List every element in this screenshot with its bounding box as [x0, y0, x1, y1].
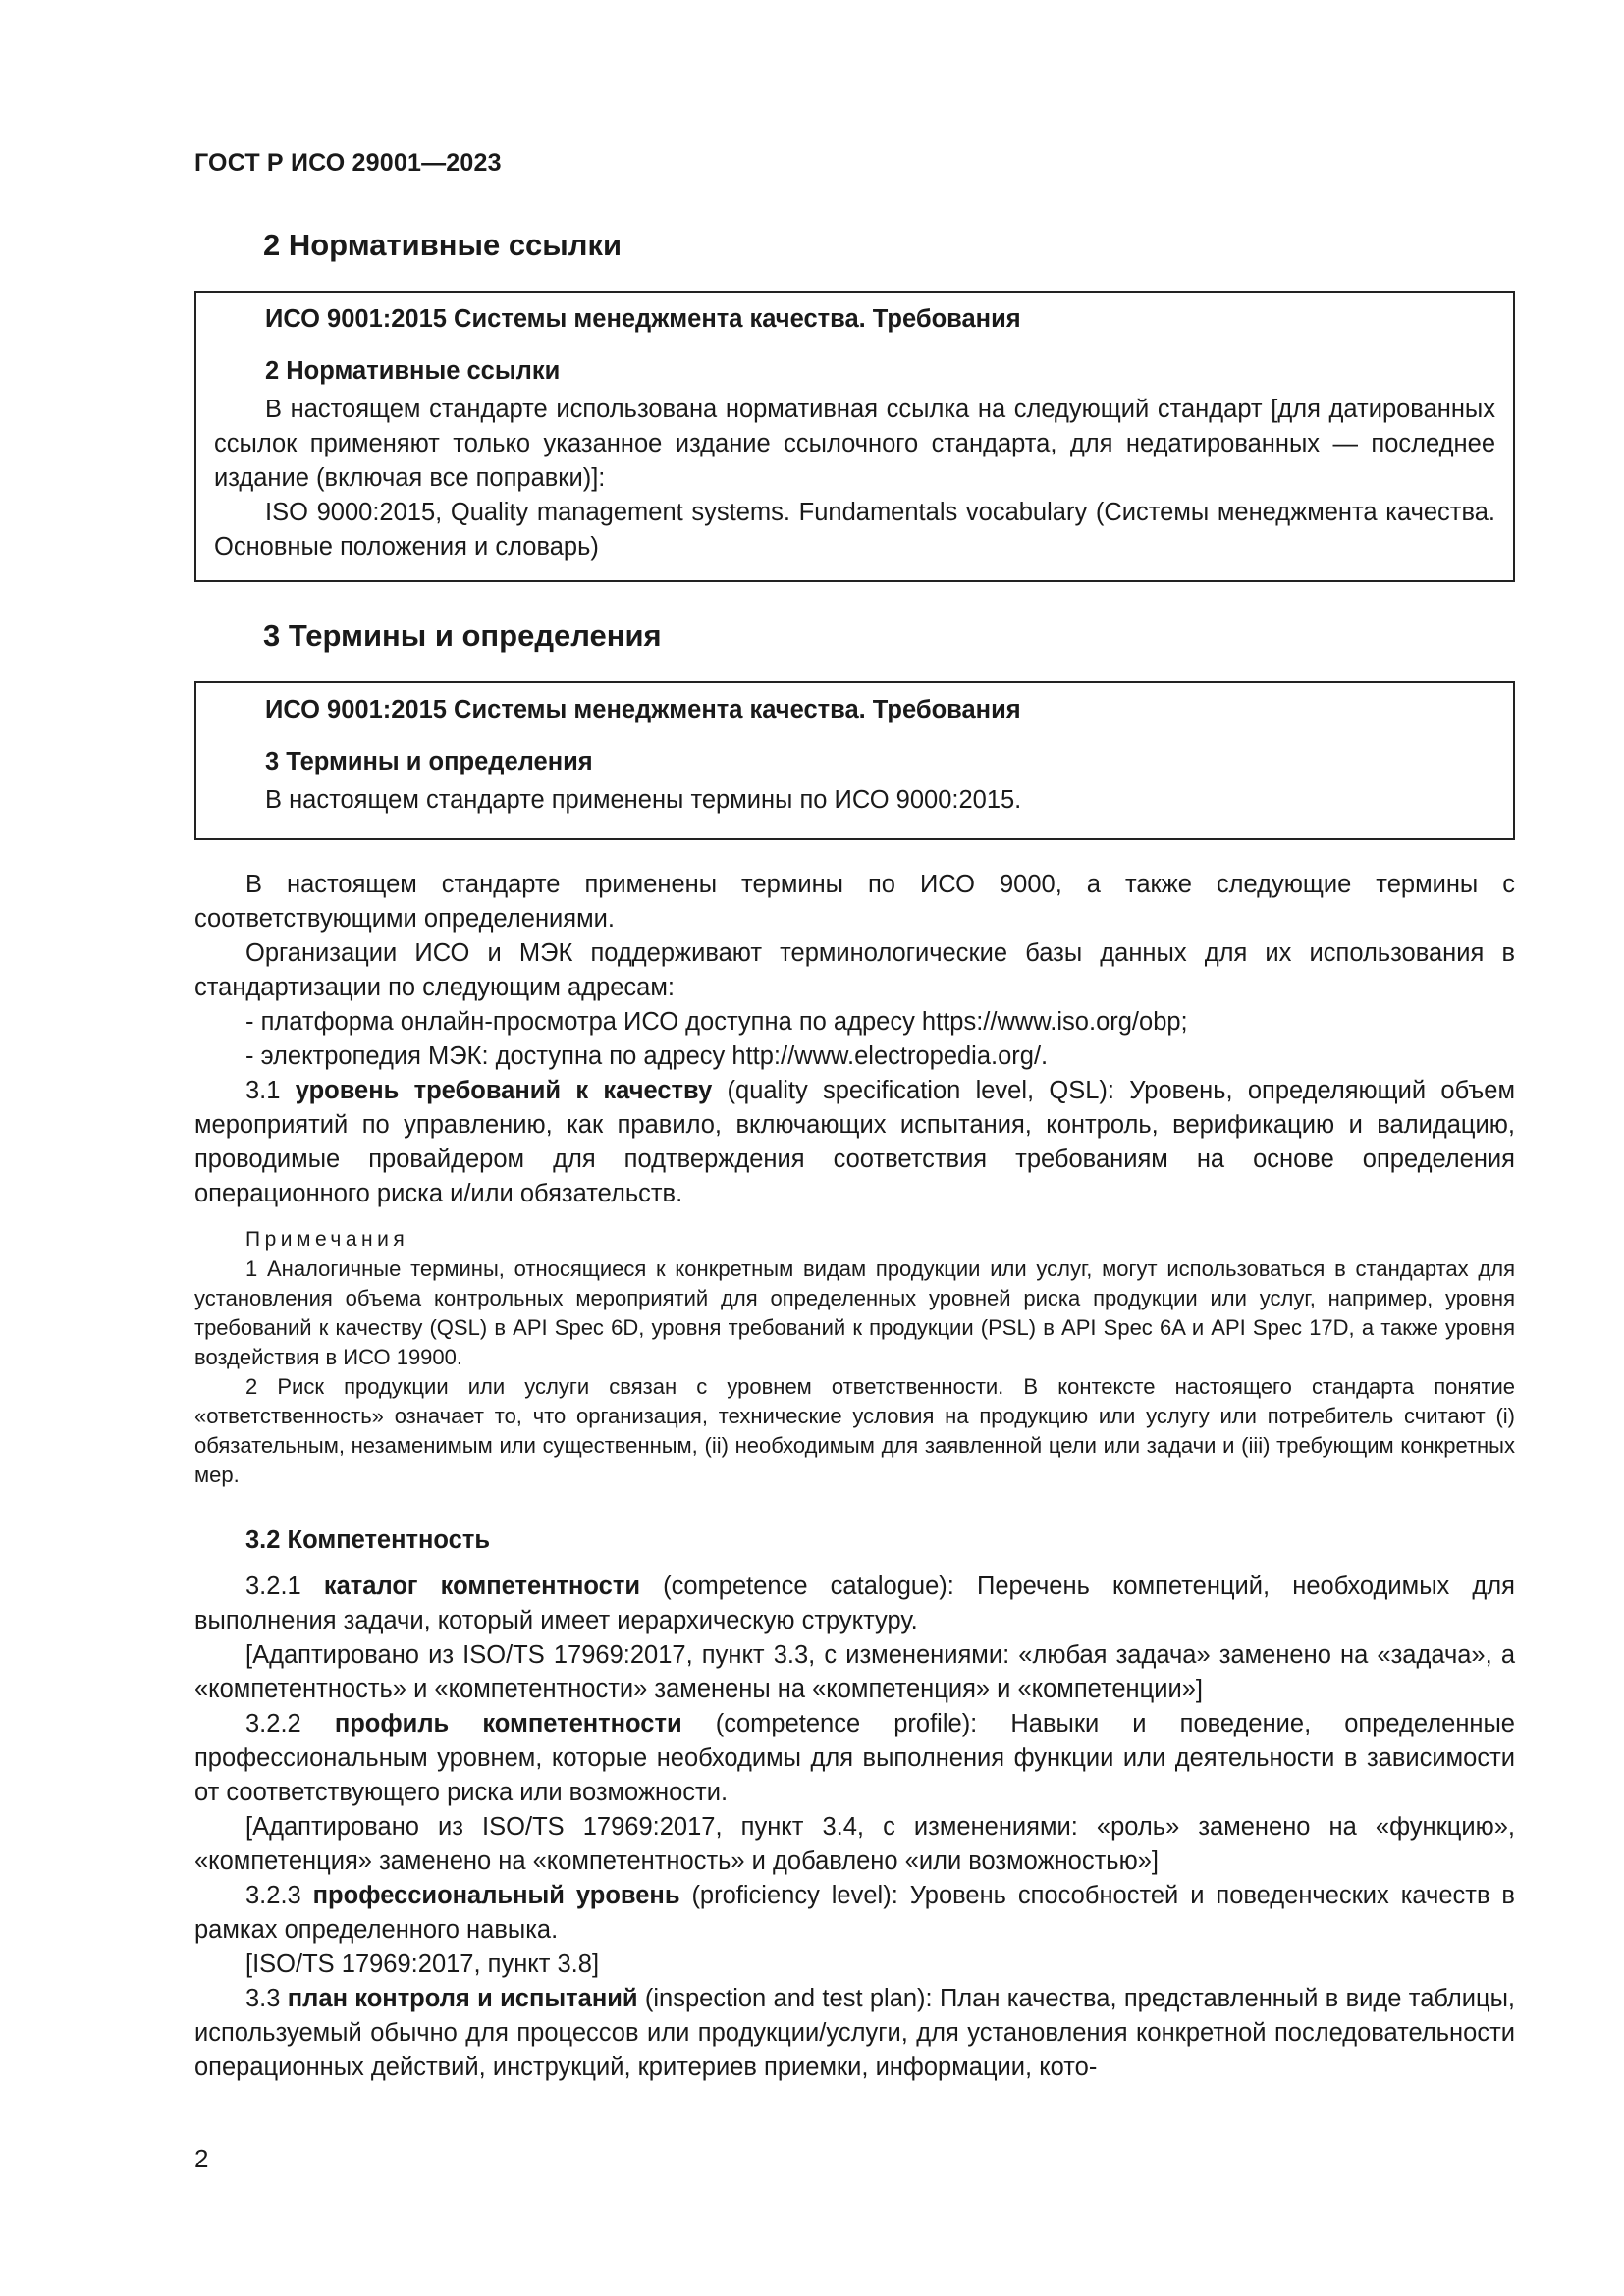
term-name: план контроля и испытаний	[287, 1985, 638, 2012]
notes-title: Примечания	[245, 1228, 409, 1251]
term-number: 3.2.1	[245, 1573, 324, 1600]
quote-box-paragraph: ISO 9000:2015, Quality management systems. Fundamentals vocabulary (Системы менеджмента качества. Основные положения и словарь)	[214, 499, 1495, 561]
term-name: уровень требований к качеству	[295, 1077, 713, 1104]
notes-block	[194, 1225, 1515, 1490]
quote-box-paragraph: В настоящем стандарте использована нормативная ссылка на следующий стандарт [для датированных ссылок применяют только указанное издание ссылочного стандарта, для недатированных — последнее издание (включая все поправки)]:	[214, 396, 1495, 492]
term-number: 3.2.2	[245, 1710, 335, 1737]
term-source: [Адаптировано из ISO/TS 17969:2017, пункт 3.4, с изменениями: «роль» заменено на «функцию», «компетенция» заменено на «компетентность» и добавлено «или возможностью»]	[194, 1813, 1515, 1875]
term-definition: (quality specification level, QSL): Уровень, определяющий объем мероприятий по управлению, как правило, включающих испытания, контроль, верификацию и валидацию, проводимые провайдером для подтверждения соответствия требованиям на основе определения операционного риска и/или обязательств.	[194, 1077, 1515, 1207]
quote-box-normative-references	[194, 291, 1515, 582]
term-3-3	[194, 1982, 1515, 2085]
term-3-2-3	[194, 1879, 1515, 1948]
note-item: 2 Риск продукции или услуги связан с уровнем ответственности. В контексте настоящего стандарта понятие «ответственность» означает то, что организация, технические условия на продукцию или услугу или потребитель считают (i) обязательным, незаменимым или существенным, (ii) необходимым для заявленной цели или задачи и (iii) требующим конкретных мер.	[194, 1374, 1515, 1487]
page-number: 2	[194, 2144, 209, 2173]
term-name: профессиональный уровень	[312, 1882, 680, 1909]
quote-box-subheading: 2 Нормативные ссылки	[265, 357, 561, 385]
quote-box-title: ИСО 9001:2015 Системы менеджмента качества. Требования	[265, 696, 1021, 723]
intro-paragraph: В настоящем стандарте применены термины по ИСО 9000, а также следующие термины с соответствующими определениями.	[194, 871, 1515, 933]
list-item: - платформа онлайн-просмотра ИСО доступна по адресу https://www.iso.org/obp;	[245, 1008, 1188, 1036]
term-number: 3.2.3	[245, 1882, 313, 1909]
body-text	[194, 868, 1515, 2085]
quote-box-terms	[194, 681, 1515, 840]
section-2-heading: 2 Нормативные ссылки	[263, 228, 623, 262]
term-3-2-1	[194, 1570, 1515, 1638]
term-3-2-2	[194, 1707, 1515, 1810]
note-item: 1 Аналогичные термины, относящиеся к конкретным видам продукции или услуг, могут использоваться в стандартах для установления объема контрольных мероприятий для определенных уровней риска продукции или услуг, например, уровня требований к качеству (QSL) в API Spec 6D, уровня требований к продукции (PSL) в API Spec 6A и API Spec 17D, а также уровня воздействия в ИСО 19900.	[194, 1256, 1515, 1369]
term-definition: (proficiency level): Уровень способностей и поведенческих качеств в рамках определенного навыка.	[194, 1882, 1515, 1944]
quote-box-title: ИСО 9001:2015 Системы менеджмента качества. Требования	[265, 305, 1021, 333]
subsection-3-2-heading: 3.2 Компетентность	[245, 1526, 490, 1554]
intro-paragraph: Организации ИСО и МЭК поддерживают терминологические базы данных для их использования в стандартизации по следующим адресам:	[194, 939, 1515, 1001]
term-source: [Адаптировано из ISO/TS 17969:2017, пункт 3.3, с изменениями: «любая задача» заменено на «задача», а «компетентность» и «компетентности» заменены на «компетенция» и «компетенции»]	[194, 1641, 1515, 1703]
term-definition: (inspection and test plan): План качества, представленный в виде таблицы, используемый обычно для процессов или продукции/услуги, для установления конкретной последовательности операционных действий, инструкций, критериев приемки, информации, кото-	[194, 1985, 1515, 2081]
term-3-1	[194, 1074, 1515, 1211]
term-source: [ISO/TS 17969:2017, пункт 3.8]	[245, 1950, 600, 1978]
list-item: - электропедия МЭК: доступна по адресу http://www.electropedia.org/.	[245, 1042, 1049, 1070]
term-definition: (competence profile): Навыки и поведение, определенные профессиональным уровнем, которые необходимы для выполнения функции или деятельности в зависимости от соответствующего риска или возможности.	[194, 1710, 1515, 1806]
quote-box-subheading: 3 Термины и определения	[265, 748, 593, 775]
term-number: 3.3	[245, 1985, 288, 2012]
term-definition: (competence catalogue): Перечень компетенций, необходимых для выполнения задачи, который имеет иерархическую структуру.	[194, 1573, 1515, 1634]
section-3-heading: 3 Термины и определения	[263, 618, 662, 653]
term-name: каталог компетентности	[323, 1573, 640, 1600]
term-name: профиль компетентности	[334, 1710, 682, 1737]
document-code-header: ГОСТ Р ИСО 29001—2023	[194, 149, 502, 177]
term-number: 3.1	[245, 1077, 296, 1104]
quote-box-paragraph: В настоящем стандарте применены термины по ИСО 9000:2015.	[265, 786, 1022, 814]
